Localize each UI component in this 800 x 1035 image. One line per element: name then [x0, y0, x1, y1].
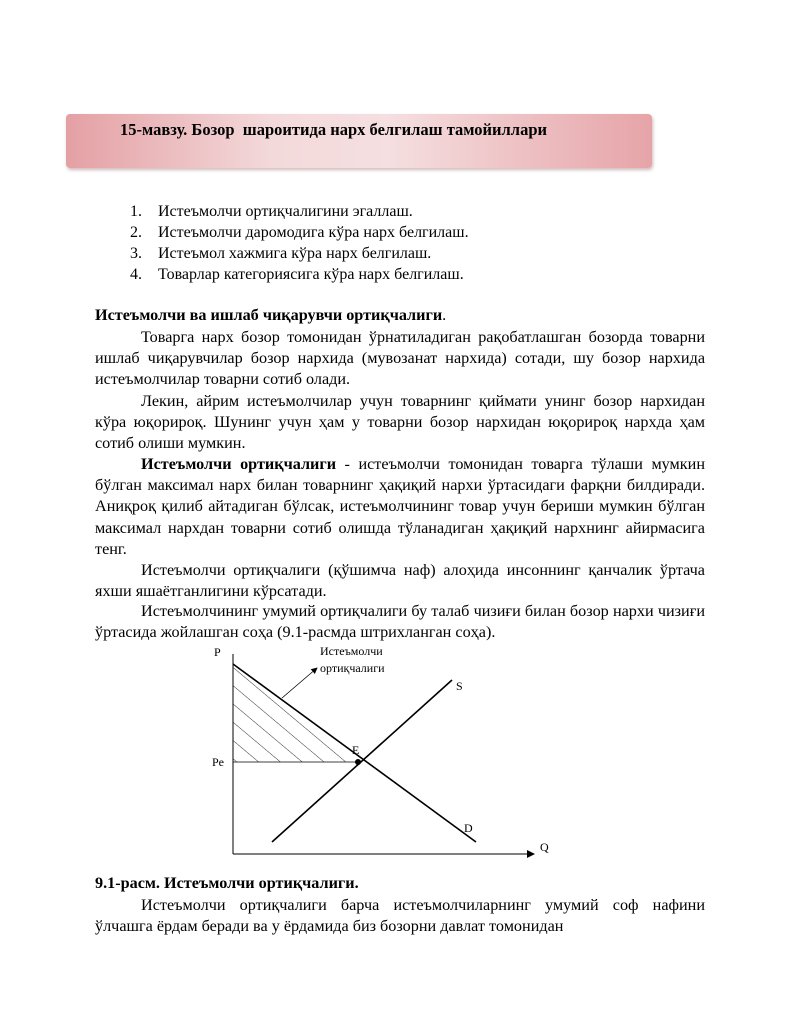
section-heading-period: .	[442, 306, 447, 324]
outline-text: Истеъмол хажмига кўра нарх белгилаш.	[158, 245, 432, 262]
demand-label: D	[464, 821, 473, 835]
definition-term: Истеъмолчи ортиқчалиги	[141, 455, 337, 473]
topic-title: 15-мавзу. Бозор шароитида нарх белгилаш тамойиллари	[120, 120, 548, 139]
outline-text: Товарлар категориясига кўра нарх белгилаш.	[158, 266, 464, 283]
outline-number: 1.	[130, 203, 142, 220]
paragraph-definition	[95, 454, 705, 560]
outline-number: 3.	[130, 245, 142, 262]
section-heading	[95, 306, 446, 325]
annotation-arrow	[282, 668, 317, 698]
outline-number: 2.	[130, 224, 142, 241]
section-heading-text: Истеъмолчи ва ишлаб чиқарувчи ортиқчалиги	[95, 306, 443, 324]
equilibrium-point	[355, 759, 361, 765]
annotation-line-2: ортиқчалиги	[320, 661, 385, 675]
supply-label: S	[456, 679, 463, 693]
paragraph-higher-value: Лекин, айрим истеъмолчилар учун товарнинг қиймати унинг бозор нархидан кўра юқорироқ. Шунинг учун ҳам у товарни бозор нархидан юқорироқ нархда ҳам сотиб олиши мумкин.	[95, 392, 705, 453]
definition-text: - истеъмолчи томонидан товарга тўлаши мумкин бўлган максимал нарх билан товарнинг ҳақиқий нархи ўртасидаги фарқни билдиради. Аниқроқ қилиб айтадиган бўлсак, истеъмолчининг товар учун бериши мумкин бўлган максимал нархдан товарни сотиб олишда тўланадиган ҳақиқий нархнинг айирмасига тенг.	[95, 455, 705, 558]
annotation-line-1: Истеъмолчи	[320, 644, 383, 658]
price-label: Pe	[212, 755, 224, 769]
outline-number: 4.	[130, 266, 142, 283]
outline-text: Истеъмолчи ортиқчалигини эгаллаш.	[158, 203, 413, 220]
paragraph-total-surplus: Истеъмолчининг умумий ортиқчалиги бу талаб чизиғи билан бозор нархи чизиғи ўртасида жойлашган соҳа (9.1-расмда штрихланган соҳа).	[95, 602, 705, 642]
outline-item	[130, 201, 469, 222]
outline-item	[130, 243, 469, 264]
paragraph-closing: Истеъмолчи ортиқчалиги барча истеъмолчиларнинг умумий соф нафини ўлчашга ёрдам беради ва у ёрдамида биз бозорни давлат томонидан	[95, 896, 705, 936]
paragraph-extra-benefit: Истеъмолчи ортиқчалиги (қўшимча наф) алоҳида инсоннинг қанчалик ўртача яхши яшаётганлигини кўрсатади.	[95, 561, 705, 601]
equilibrium-label: E	[352, 743, 360, 757]
outline-item	[130, 264, 469, 285]
outline-text: Истеъмолчи даромодига кўра нарх белгилаш.	[158, 224, 469, 241]
outline-item	[130, 222, 469, 243]
figure-caption: 9.1-расм. Истеъмолчи ортиқчалиги.	[95, 874, 359, 892]
x-axis-label: Q	[540, 840, 549, 854]
y-axis-label: P	[214, 645, 221, 659]
consumer-surplus-diagram	[200, 640, 580, 865]
topic-outline	[130, 201, 469, 285]
paragraph-market-price: Товарга нарх бозор томонидан ўрнатиладиган рақобатлашган бозорда товарни ишлаб чиқарувчилар бозор нархида (мувозанат нархида) сотади, шу бозор нархида истеъмолчилар товарни сотиб олади.	[95, 328, 705, 389]
